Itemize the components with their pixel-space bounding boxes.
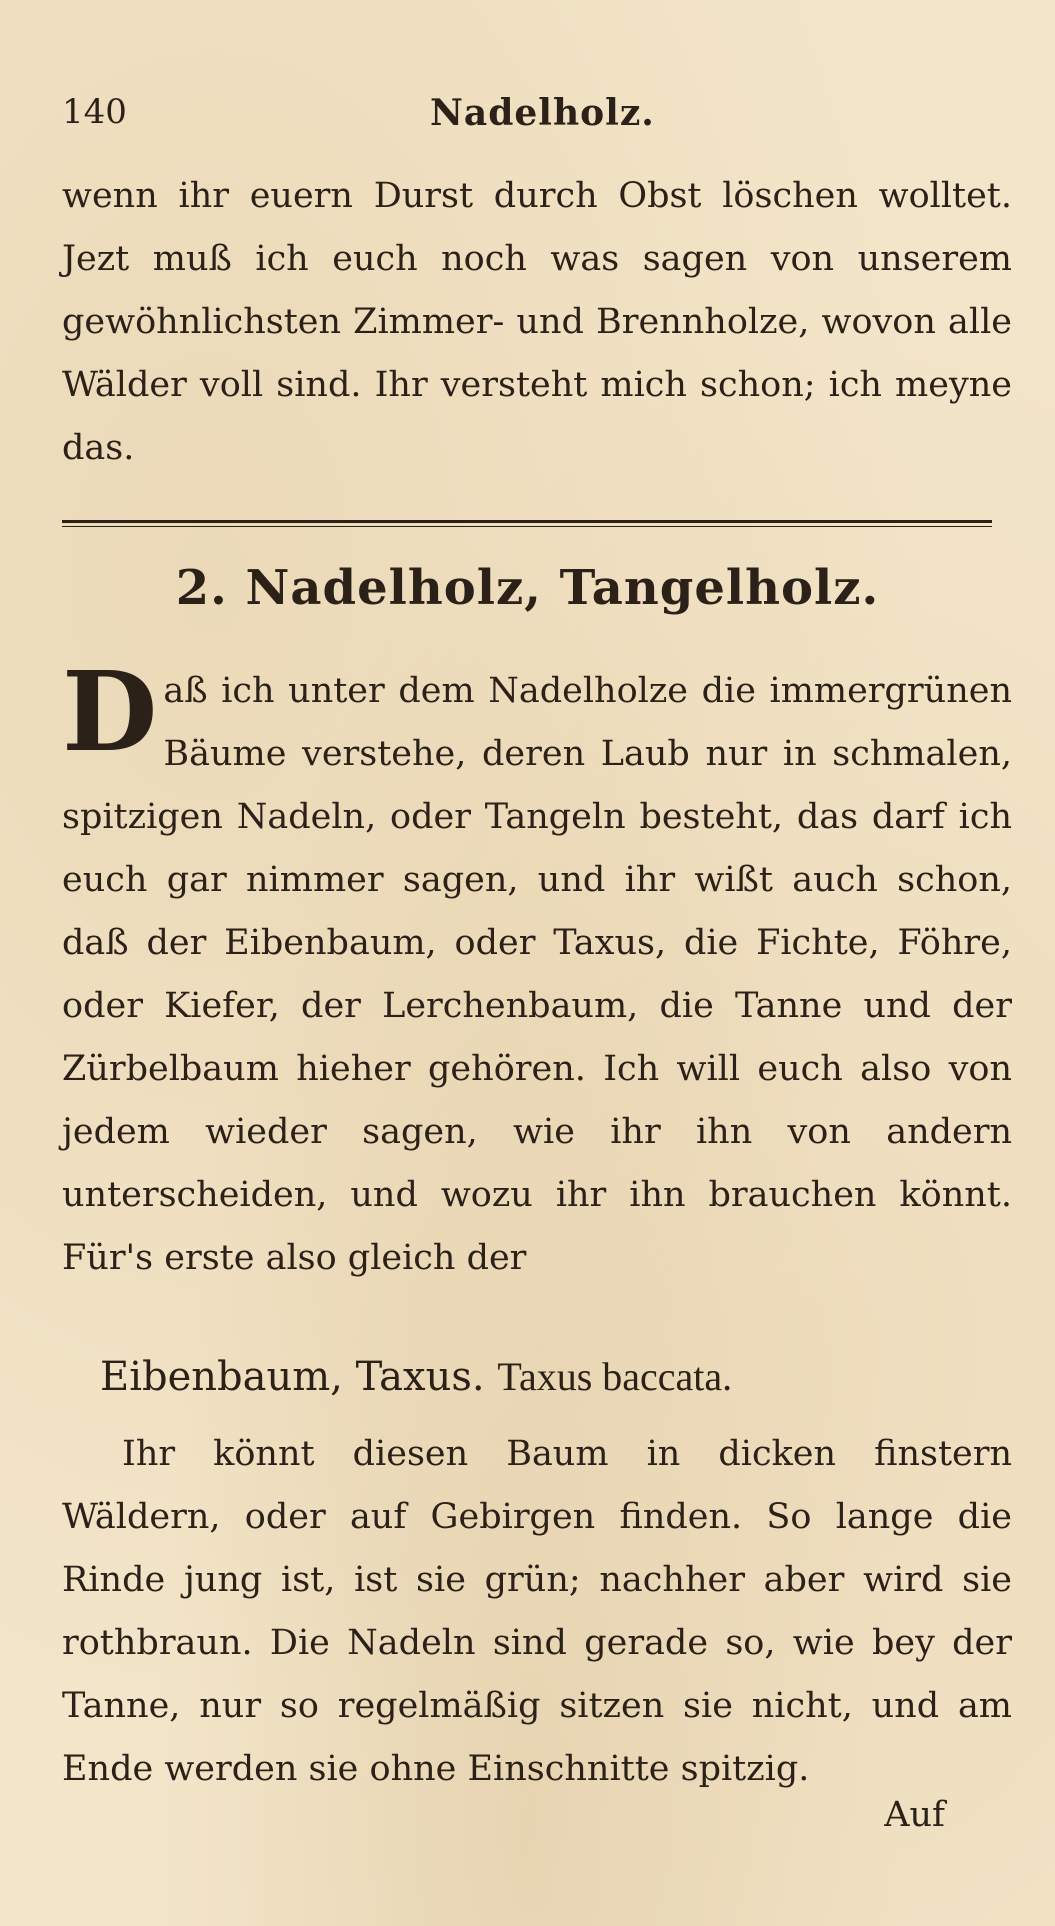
paragraph-continuation [62,165,1012,480]
subheading-latin: Taxus baccata. [497,1354,733,1399]
paragraph-text: Ihr könnt diesen Baum in dicken finstern Wäldern, oder auf Gebirgen finden. So lange die Rinde jung ist, ist sie grün; nachher aber wird sie rothbraun. Die Nadeln sind gerade so, wie bey der Tanne, nur so regelmäßig sitzen sie nicht, und am Ende werden sie ohne Einschnitte spitzig. [62,1434,1012,1789]
subheading [100,1353,732,1400]
section-heading: 2. Nadelholz, Tangelholz. [175,560,880,616]
paragraph-text: aß ich unter dem Nadelholze die immergrünen Bäume verstehe, deren Laub nur in schmalen, spitzigen Nadeln, oder Tangeln besteht, das darf ich euch gar nimmer sagen, und ihr wißt auch schon, daß der Eibenbaum, oder Taxus, die Fichte, Föhre, oder Kiefer, der Lerchenbaum, die Tanne und der Zürbelbaum hieher gehören. Ich will euch also von jedem wieder sagen, wie ihr ihn von andern unterscheiden, und wozu ihr ihn brauchen könnt. Für's erste also gleich der [62,671,1012,1278]
paragraph-taxus [62,1423,1012,1801]
catchword: Auf [884,1795,945,1835]
page-header [62,92,982,140]
paragraph-text: wenn ihr euern Durst durch Obst löschen wolltet. Jezt muß ich euch noch was sagen von unserem gewöhnlichsten Zimmer- und Brennholze, wovon alle Wälder voll sind. Ihr versteht mich schon; ich meyne das. [62,176,1012,468]
drop-cap-initial: D [62,647,158,776]
paragraph-intro [62,647,1012,1290]
running-head: Nadelholz. [430,92,655,134]
subheading-german: Eibenbaum, Taxus. [100,1354,485,1400]
page-number: 140 [62,92,127,132]
section-divider-rule [62,518,992,530]
